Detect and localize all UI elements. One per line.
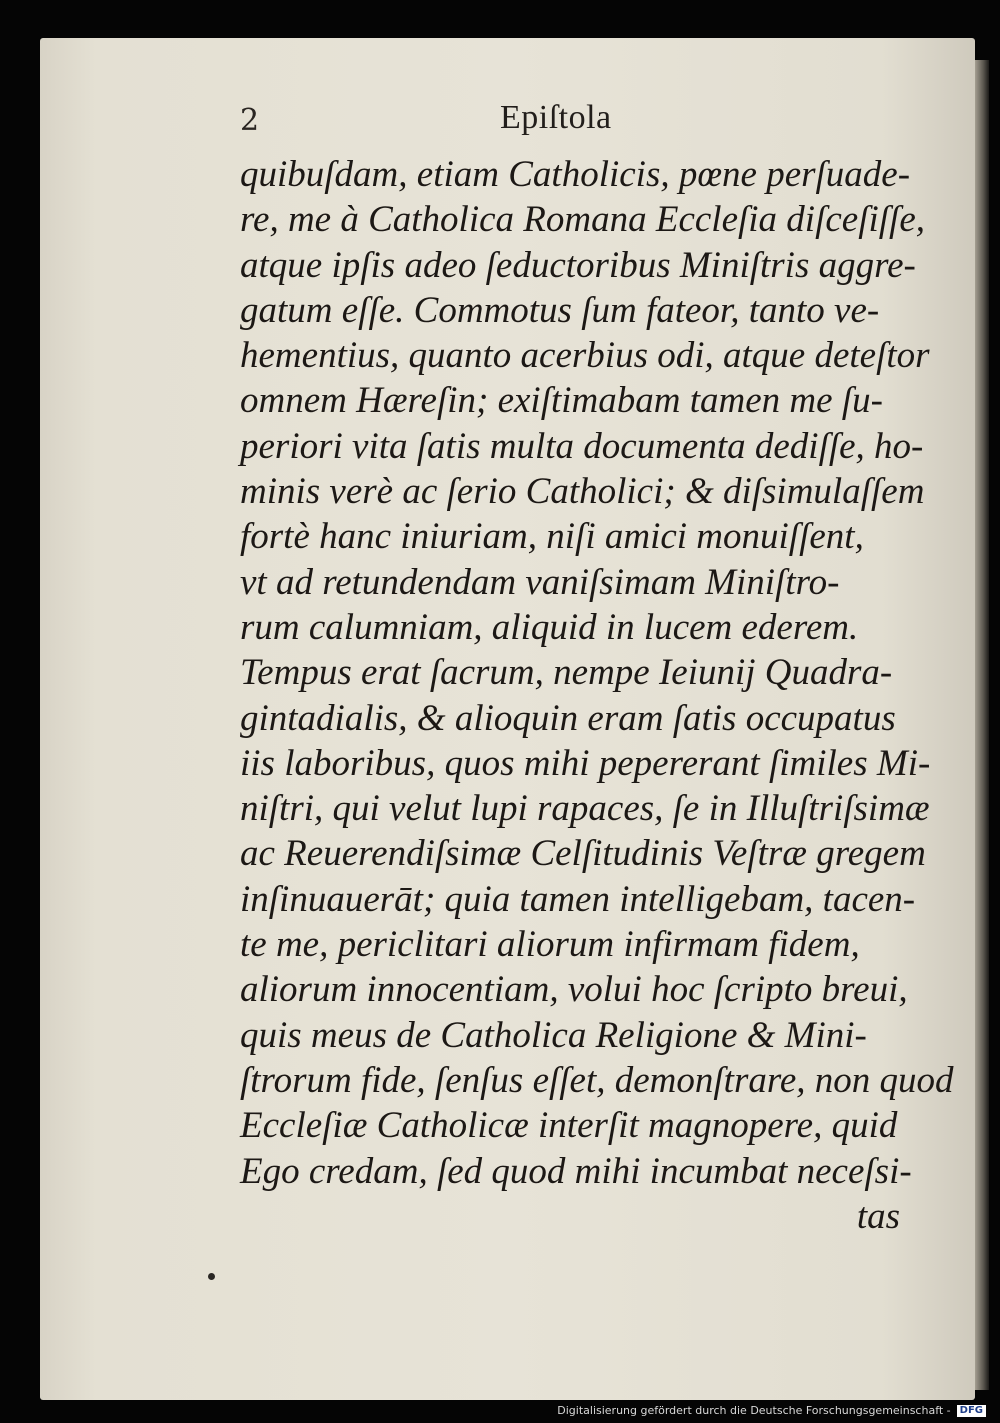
text-line: quibuſdam, etiam Catholicis, pœne perſuade- xyxy=(240,154,911,195)
text-line: rum calumniam, aliquid in lucem ederem. xyxy=(240,606,859,648)
dfg-logo-icon: DFG xyxy=(957,1405,986,1417)
ink-spot xyxy=(208,1273,215,1280)
text-line: ac Reuerendiſsimæ Celſitudinis Veſtræ gregem xyxy=(240,833,926,875)
text-line: re, me à Catholica Romana Eccleſia diſceſiſſe, xyxy=(240,199,926,241)
text-line: gintadialis, & alioquin eram ſatis occupatus xyxy=(240,697,896,739)
text-line: hementius, quanto acerbius odi, atque deteſtor xyxy=(240,335,930,377)
text-line: Ego credam, ſed quod mihi incumbat neceſsi- xyxy=(240,1150,912,1192)
text-line: atque ipſis adeo ſeductoribus Miniſtris aggre- xyxy=(240,244,916,286)
text-line: vt ad retundendam vaniſsimam Miniſtro- xyxy=(240,561,840,603)
text-line: te me, periclitari aliorum infirmam fidem, xyxy=(240,924,860,966)
text-line: aliorum innocentiam, volui hoc ſcripto breui, xyxy=(240,969,908,1011)
running-head: Epiſtola xyxy=(500,99,612,136)
text-line: gatum eſſe. Commotus ſum fateor, tanto ve- xyxy=(240,289,880,331)
text-line: periori vita ſatis multa documenta dediſſe, ho- xyxy=(240,425,924,467)
text-line: fortè hanc iniuriam, niſi amici monuiſſent, xyxy=(240,516,864,558)
catchword: tas xyxy=(856,1195,900,1237)
footer-credit: Digitalisierung gefördert durch die Deutsche Forschungsgemeinschaft - xyxy=(557,1404,951,1417)
page-edge xyxy=(975,60,989,1390)
text-line: inſinuauerāt; quia tamen intelligebam, tacen- xyxy=(240,878,916,920)
body-text xyxy=(240,152,954,1239)
text-line: omnem Hæreſin; exiſtimabam tamen me ſu- xyxy=(240,380,883,422)
text-line: niſtri, qui velut lupi rapaces, ſe in Illuſtriſsimæ xyxy=(240,788,930,830)
text-line: ſtrorum fide, ſenſus eſſet, demonſtrare, non quod xyxy=(240,1059,954,1101)
text-line: iis laboribus, quos mihi pepererant ſimiles Mi- xyxy=(240,742,931,784)
text-line: Tempus erat ſacrum, nempe Ieiunij Quadra- xyxy=(240,652,893,694)
page-number: 2 xyxy=(240,103,260,138)
digitization-footer xyxy=(557,1404,986,1417)
text-line: quis meus de Catholica Religione & Mini- xyxy=(240,1014,867,1056)
text-line: minis verè ac ſerio Catholici; & diſsimulaſſem xyxy=(240,471,925,513)
text-line: Eccleſiæ Catholicæ interſit magnopere, quid xyxy=(240,1105,898,1147)
